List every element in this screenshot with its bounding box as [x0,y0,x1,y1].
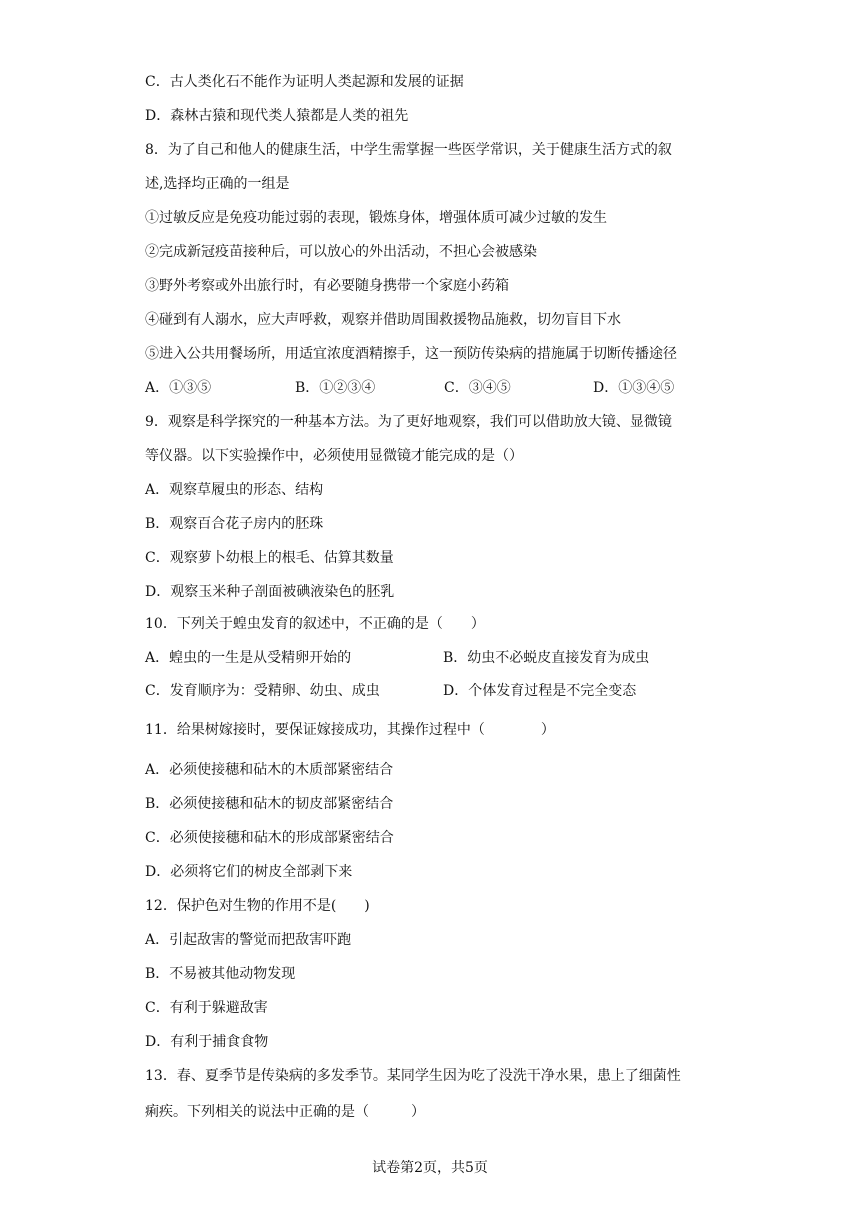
q9-option-a: A．观察草履虫的形态、结构 [145,482,324,498]
q13-stem-line1: 13．春、夏季节是传染病的多发季节。某同学生因为吃了没洗干净水果，患上了细菌性 [145,1068,681,1084]
q10-stem: 10．下列关于蝗虫发育的叙述中，不正确的是（ ） [145,616,485,632]
q9-stem-line2: 等仪器。以下实验操作中，必须使用显微镜才能完成的是（） [145,448,523,464]
q11-option-d: D．必须将它们的树皮全部剥下来 [145,864,353,880]
q12-option-a: A．引起敌害的警觉而把敌害吓跑 [145,932,352,948]
q12-option-b: B．不易被其他动物发现 [145,966,296,982]
q8-statement-5: ⑤进入公共用餐场所，用适宜浓度酒精擦手，这一预防传染病的措施属于切断传播途径 [145,346,677,362]
q8-statement-4: ④碰到有人溺水，应大声呼救，观察并借助周围救援物品施救，切勿盲目下水 [145,312,621,328]
q7-option-d: D．森林古猿和现代类人猿都是人类的祖先 [145,108,409,124]
q12-option-d: D．有利于捕食食物 [145,1034,269,1050]
q8-statement-3: ③野外考察或外出旅行时，有必要随身携带一个家庭小药箱 [145,278,509,294]
q9-stem-line1: 9．观察是科学探究的一种基本方法。为了更好地观察，我们可以借助放大镜、显微镜 [145,414,672,430]
q10-option-a: A．蝗虫的一生是从受精卵开始的 [145,650,352,666]
q11-option-c: C．必须使接穗和砧木的形成部紧密结合 [145,830,394,846]
q8-option-a: A．①③⑤ [145,380,212,396]
q8-option-b: B．①②③④ [295,380,376,396]
page-footer: 试卷第2页，共5页 [372,1160,488,1176]
q8-stem-line1: 8．为了自己和他人的健康生活，中学生需掌握一些医学常识，关于健康生活方式的叙 [145,142,672,158]
q9-option-b: B．观察百合花子房内的胚珠 [145,516,324,532]
q10-option-b: B．幼虫不必蜕皮直接发育为成虫 [443,650,650,666]
q10-option-c: C．发育顺序为：受精卵、幼虫、成虫 [145,683,380,699]
q10-option-d: D．个体发育过程是不完全变态 [443,683,637,699]
q12-stem: 12．保护色对生物的作用不是( ) [145,898,370,914]
q12-option-c: C．有利于躲避敌害 [145,1000,268,1016]
q7-option-c: C．古人类化石不能作为证明人类起源和发展的证据 [145,74,464,90]
q8-statement-1: ①过敏反应是免疫功能过弱的表现，锻炼身体，增强体质可减少过敏的发生 [145,210,607,226]
q8-statement-2: ②完成新冠疫苗接种后，可以放心的外出活动，不担心会被感染 [145,244,537,260]
q11-option-b: B．必须使接穗和砧木的韧皮部紧密结合 [145,796,394,812]
q9-option-d: D．观察玉米种子剖面被碘液染色的胚乳 [145,584,395,600]
q13-stem-line2: 痢疾。下列相关的说法中正确的是（ ） [145,1104,425,1120]
q11-option-a: A．必须使接穗和砧木的木质部紧密结合 [145,762,394,778]
q9-option-c: C．观察萝卜幼根上的根毛、估算其数量 [145,550,394,566]
q8-stem-line2: 述,选择均正确的一组是 [145,176,290,192]
q8-option-c: C．③④⑤ [444,380,511,396]
q8-option-d: D．①③④⑤ [593,380,675,396]
q11-stem: 11．给果树嫁接时，要保证嫁接成功，其操作过程中（ ） [145,722,555,738]
